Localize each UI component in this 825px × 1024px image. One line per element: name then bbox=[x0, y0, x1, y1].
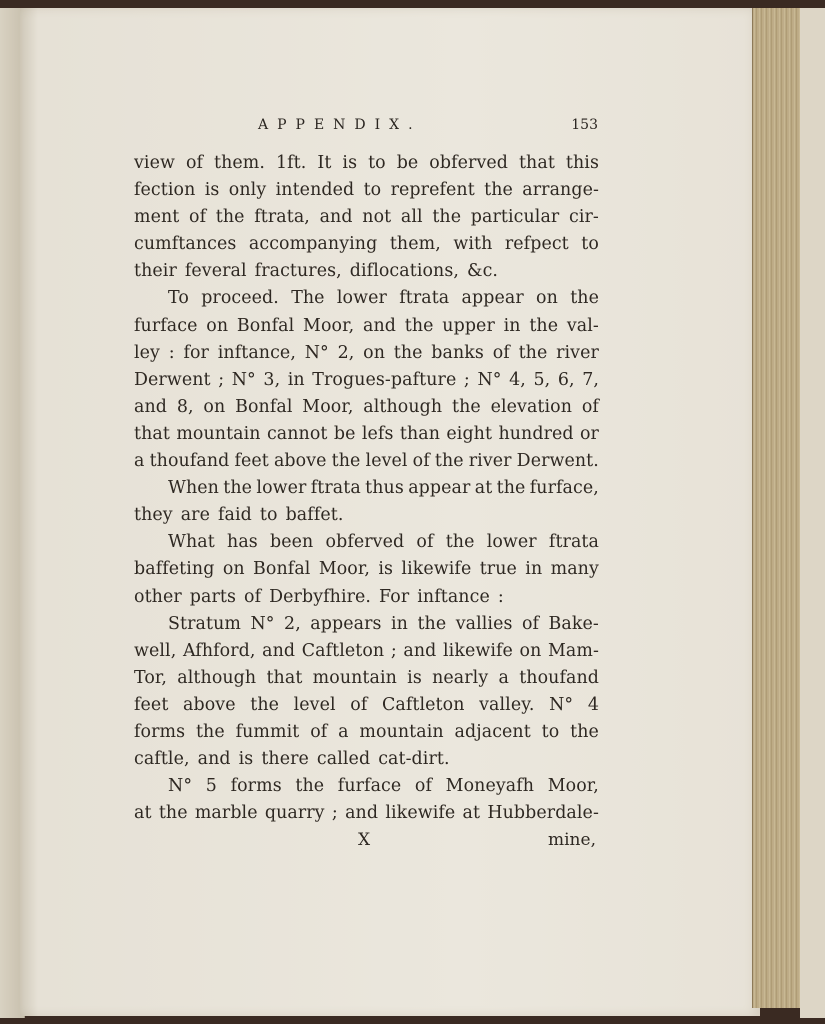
text-line: at the marble quarry ; and likewife at Hubberdale- bbox=[134, 803, 599, 824]
text-line: Tor, although that mountain is nearly a thoufand bbox=[134, 667, 599, 688]
text-line: To proceed. The lower ftrata appear on the bbox=[168, 288, 599, 309]
text-line: N° 5 forms the furface of Moneyafh Moor, bbox=[168, 776, 599, 797]
text-line: ley : for inftance, N° 2, on the banks of the river bbox=[134, 342, 599, 363]
text-line: furface on Bonfal Moor, and the upper in the val- bbox=[134, 315, 599, 336]
page-number: 153 bbox=[571, 117, 598, 133]
text-line: forms the fummit of a mountain adjacent to the bbox=[134, 721, 599, 742]
text-line: they are faid to baffet. bbox=[134, 505, 344, 526]
text-line: ment of the ftrata, and not all the particular cir- bbox=[134, 207, 599, 228]
signature-mark: X bbox=[358, 830, 371, 850]
running-header bbox=[258, 117, 598, 141]
text-line: a thoufand feet above the level of the river Derwent. bbox=[134, 451, 599, 472]
page-block-edges bbox=[752, 8, 803, 1008]
text-line: Derwent ; N° 3, in Trogues-pafture ; N° 4, 5, 6, 7, bbox=[134, 369, 599, 390]
text-line: What has been obferved of the lower ftrata bbox=[168, 532, 599, 553]
text-line: caftle, and is there called cat-dirt. bbox=[134, 749, 450, 770]
text-line: other parts of Derbyfhire. For inftance : bbox=[134, 586, 504, 607]
body-text bbox=[134, 150, 599, 827]
text-line: well, Afhford, and Caftleton ; and likewife on Mam- bbox=[134, 640, 599, 661]
text-line: Stratum N° 2, appears in the vallies of Bake- bbox=[168, 613, 599, 634]
catchword: mine, bbox=[548, 830, 596, 850]
text-line: view of them. 1ft. It is to be obferved that this bbox=[134, 153, 599, 173]
text-line: feet above the level of Caftleton valley. N° 4 bbox=[134, 694, 599, 715]
text-line: fection is only intended to reprefent the arrange- bbox=[134, 180, 599, 201]
header-title: APPENDIX. bbox=[258, 117, 422, 133]
text-line: and 8, on Bonfal Moor, although the elevation of bbox=[134, 396, 599, 417]
text-line: cumftances accompanying them, with refpect to bbox=[134, 234, 599, 255]
text-line: When the lower ftrata thus appear at the furface, bbox=[168, 478, 599, 499]
back-board bbox=[800, 8, 825, 1018]
text-line: their feveral fractures, diflocations, &c. bbox=[134, 261, 499, 282]
text-line: that mountain cannot be lefs than eight hundred or bbox=[134, 423, 599, 444]
text-line: baffeting on Bonfal Moor, is likewife true in many bbox=[134, 559, 599, 580]
